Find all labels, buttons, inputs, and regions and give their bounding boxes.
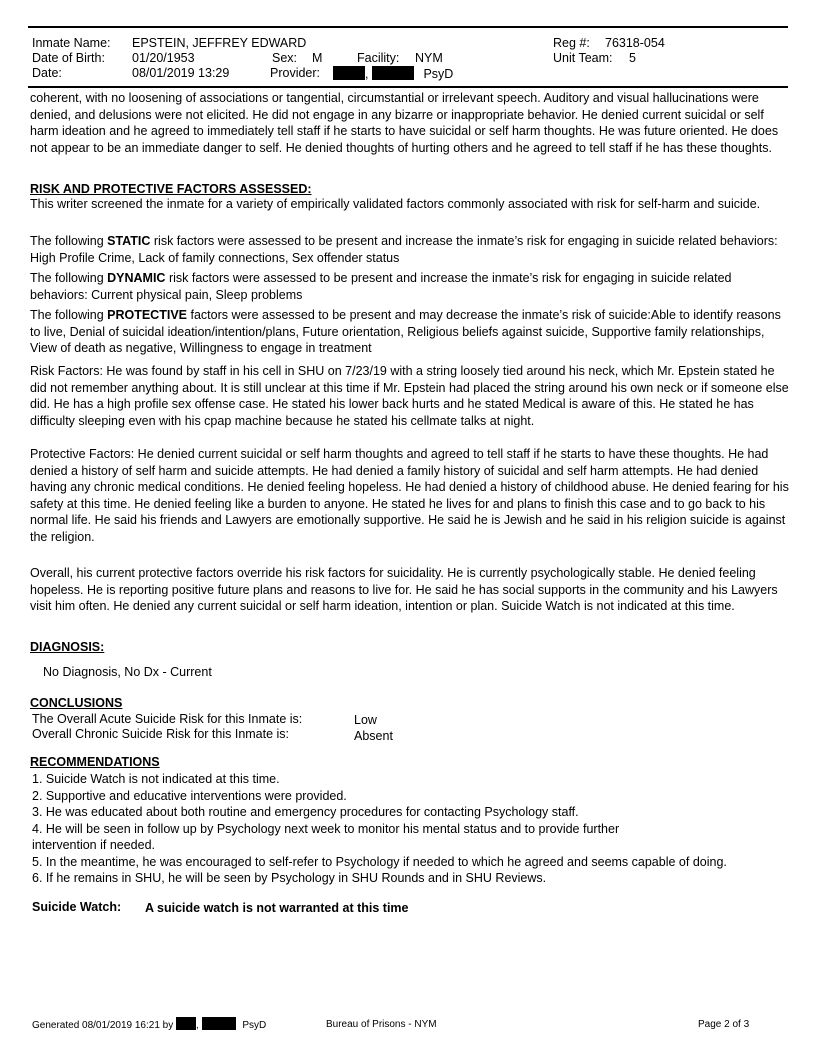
risk-factors-paragraph [30,363,790,429]
intro-text: coherent, with no loosening of associations or tangential, circumstantial or irrelevant speech. Auditory and visual hallucinations were denied, and delusions were not elicited. He did not engage in any bizarre or inappropriate behavior. He denied current suicidal or self harm ideation and he agreed to immediately tell staff if he starts to have suicidal or self harm thoughts. He was future oriented. He does not appear to be an immediate danger to self. He denied thoughts of hurting others and he agreed to tell staff if he has these thoughts. [30,91,779,155]
date-label: Date: [32,66,62,80]
footer-generated: Generated 08/01/2019 16:21 by , PsyD [32,1017,266,1033]
header-top-rule [28,26,788,28]
diagnosis-heading: DIAGNOSIS: [30,640,105,654]
provider-label: Provider: [270,66,321,80]
static-factors-paragraph [30,233,790,266]
suicide-watch-value: A suicide watch is not warranted at this time [145,901,409,915]
acute-risk-value: Low [354,713,377,727]
recommendation-item: 6. If he remains in SHU, he will be seen by Psychology in SHU Rounds and in SHU Reviews. [32,871,547,885]
protective-factors-list-text: The following PROTECTIVE factors were assessed to be present and may decrease the inmate’s risk of suicide:Able to identify reasons to live, Denial of suicidal ideation/intention/plans, Future orientation, Religious beliefs against suicide, Supportive family relationships, View of death as negative, Willingness to engage in treatment [30,308,781,355]
sex-value: M [312,51,323,65]
header-bottom-rule [28,86,788,88]
screening-paragraph [30,197,790,212]
provider-suffix: PsyD [423,67,454,81]
protective-factors-paragraph [30,446,790,545]
date-value: 08/01/2019 13:29 [132,66,230,80]
facility-value: NYM [415,51,443,65]
inmate-name-value: EPSTEIN, JEFFREY EDWARD [132,36,307,50]
recommendation-item: 3. He was educated about both routine and emergency procedures for contacting Psychology staff. [32,805,579,819]
redaction-block [333,66,365,80]
overall-paragraph [30,565,790,615]
recommendation-item: 4. He will be seen in follow up by Psychology next week to monitor his mental status and to provide further [32,821,620,836]
sex-label: Sex: [272,51,298,65]
footer-suffix: PsyD [242,1020,267,1031]
intro-paragraph [30,90,790,156]
recommendation-item: intervention if needed. [32,838,156,852]
risk-section-heading: RISK AND PROTECTIVE FACTORS ASSESSED: [30,182,312,196]
risk-factors-text: Risk Factors: He was found by staff in his cell in SHU on 7/23/19 with a string loosely tied around his neck, which Mr. Epstein stated he did not remember anything about. It is still unclear at this time if Mr. Epstein had placed the string around his own neck or if someone else did. He has a high profile sex offense case. He stated his lower back hurts and he stated Medical is aware of this. He stated he has difficulty sleeping even with his cpap machine because he stated his cellmate talks at night. [30,364,789,428]
acute-risk-label: The Overall Acute Suicide Risk for this Inmate is: [32,712,303,726]
recommendation-item: 5. In the meantime, he was encouraged to self-refer to Psychology if needed to which he agreed and seems capable of doing. [32,854,727,869]
unit-team-label: Unit Team: [553,51,613,65]
protective-factors-list-paragraph [30,307,790,357]
unit-team-value: 5 [629,51,636,65]
overall-text: Overall, his current protective factors override his risk factors for suicidality. He is currently psychologically stable. He denied feeling hopeless. He is reporting positive future plans and reasons to live for. He said he has social supports in the community and his Lawyers visit him often. He denied any current suicidal or self harm ideation, intention or plan. Suicide Watch is not indicated at this time. [30,566,778,613]
chronic-risk-label: Overall Chronic Suicide Risk for this Inmate is: [32,727,290,741]
recommendation-item: 2. Supportive and educative interventions were provided. [32,788,347,803]
recommendations-list [32,771,727,887]
suicide-watch-label: Suicide Watch: [32,900,122,914]
conclusions-heading: CONCLUSIONS [30,696,123,710]
screening-text: This writer screened the inmate for a variety of empirically validated factors commonly associated with risk for self-harm and suicide. [30,197,761,211]
dynamic-factors-text: The following DYNAMIC risk factors were assessed to be present and increase the inmate’s risk for engaging in suicide related behaviors: Current physical pain, Sleep problems [30,271,732,302]
facility-label: Facility: [357,51,400,65]
footer-agency: Bureau of Prisons - NYM [326,1019,437,1030]
footer-page-number: Page 2 of 3 [698,1019,750,1030]
dob-value: 01/20/1953 [132,51,195,65]
reg-label: Reg #: [553,36,590,50]
redaction-block [372,66,414,80]
redaction-block [176,1017,196,1030]
dynamic-factors-paragraph [30,270,790,303]
reg-value: 76318-054 [605,36,665,50]
provider-value: , PsyD [333,66,453,82]
recommendations-heading: RECOMMENDATIONS [30,755,160,769]
diagnosis-text: No Diagnosis, No Dx - Current [43,665,212,679]
inmate-name-label: Inmate Name: [32,36,111,50]
dob-label: Date of Birth: [32,51,105,65]
footer-generated-text: Generated 08/01/2019 16:21 by [32,1020,174,1031]
chronic-risk-value: Absent [354,729,393,743]
protective-factors-text: Protective Factors: He denied current suicidal or self harm thoughts and agreed to tell staff if he starts to have these thoughts. He had denied a history of self harm and suicide attempts. He had denied a family history of suicidal and self harm attempts. He had denied having any chronic medical conditions. He denied feeling hopeless. He had denied a history of childhood abuse. He denied fearing for his safety at this time. He denied feeling like a burden to anyone. He stated he lives for and plans to finish this case and to go back to his normal life. He said his friends and Lawyers are emotionally supportive. He said he is Jewish and he said in his religion suicide is against the religion. [30,447,789,544]
redaction-block [202,1017,236,1030]
recommendation-item: 1. Suicide Watch is not indicated at this time. [32,772,280,786]
static-factors-text: The following STATIC risk factors were assessed to be present and increase the inmate’s risk for engaging in suicide related behaviors: High Profile Crime, Lack of family connections, Sex offender status [30,234,778,265]
